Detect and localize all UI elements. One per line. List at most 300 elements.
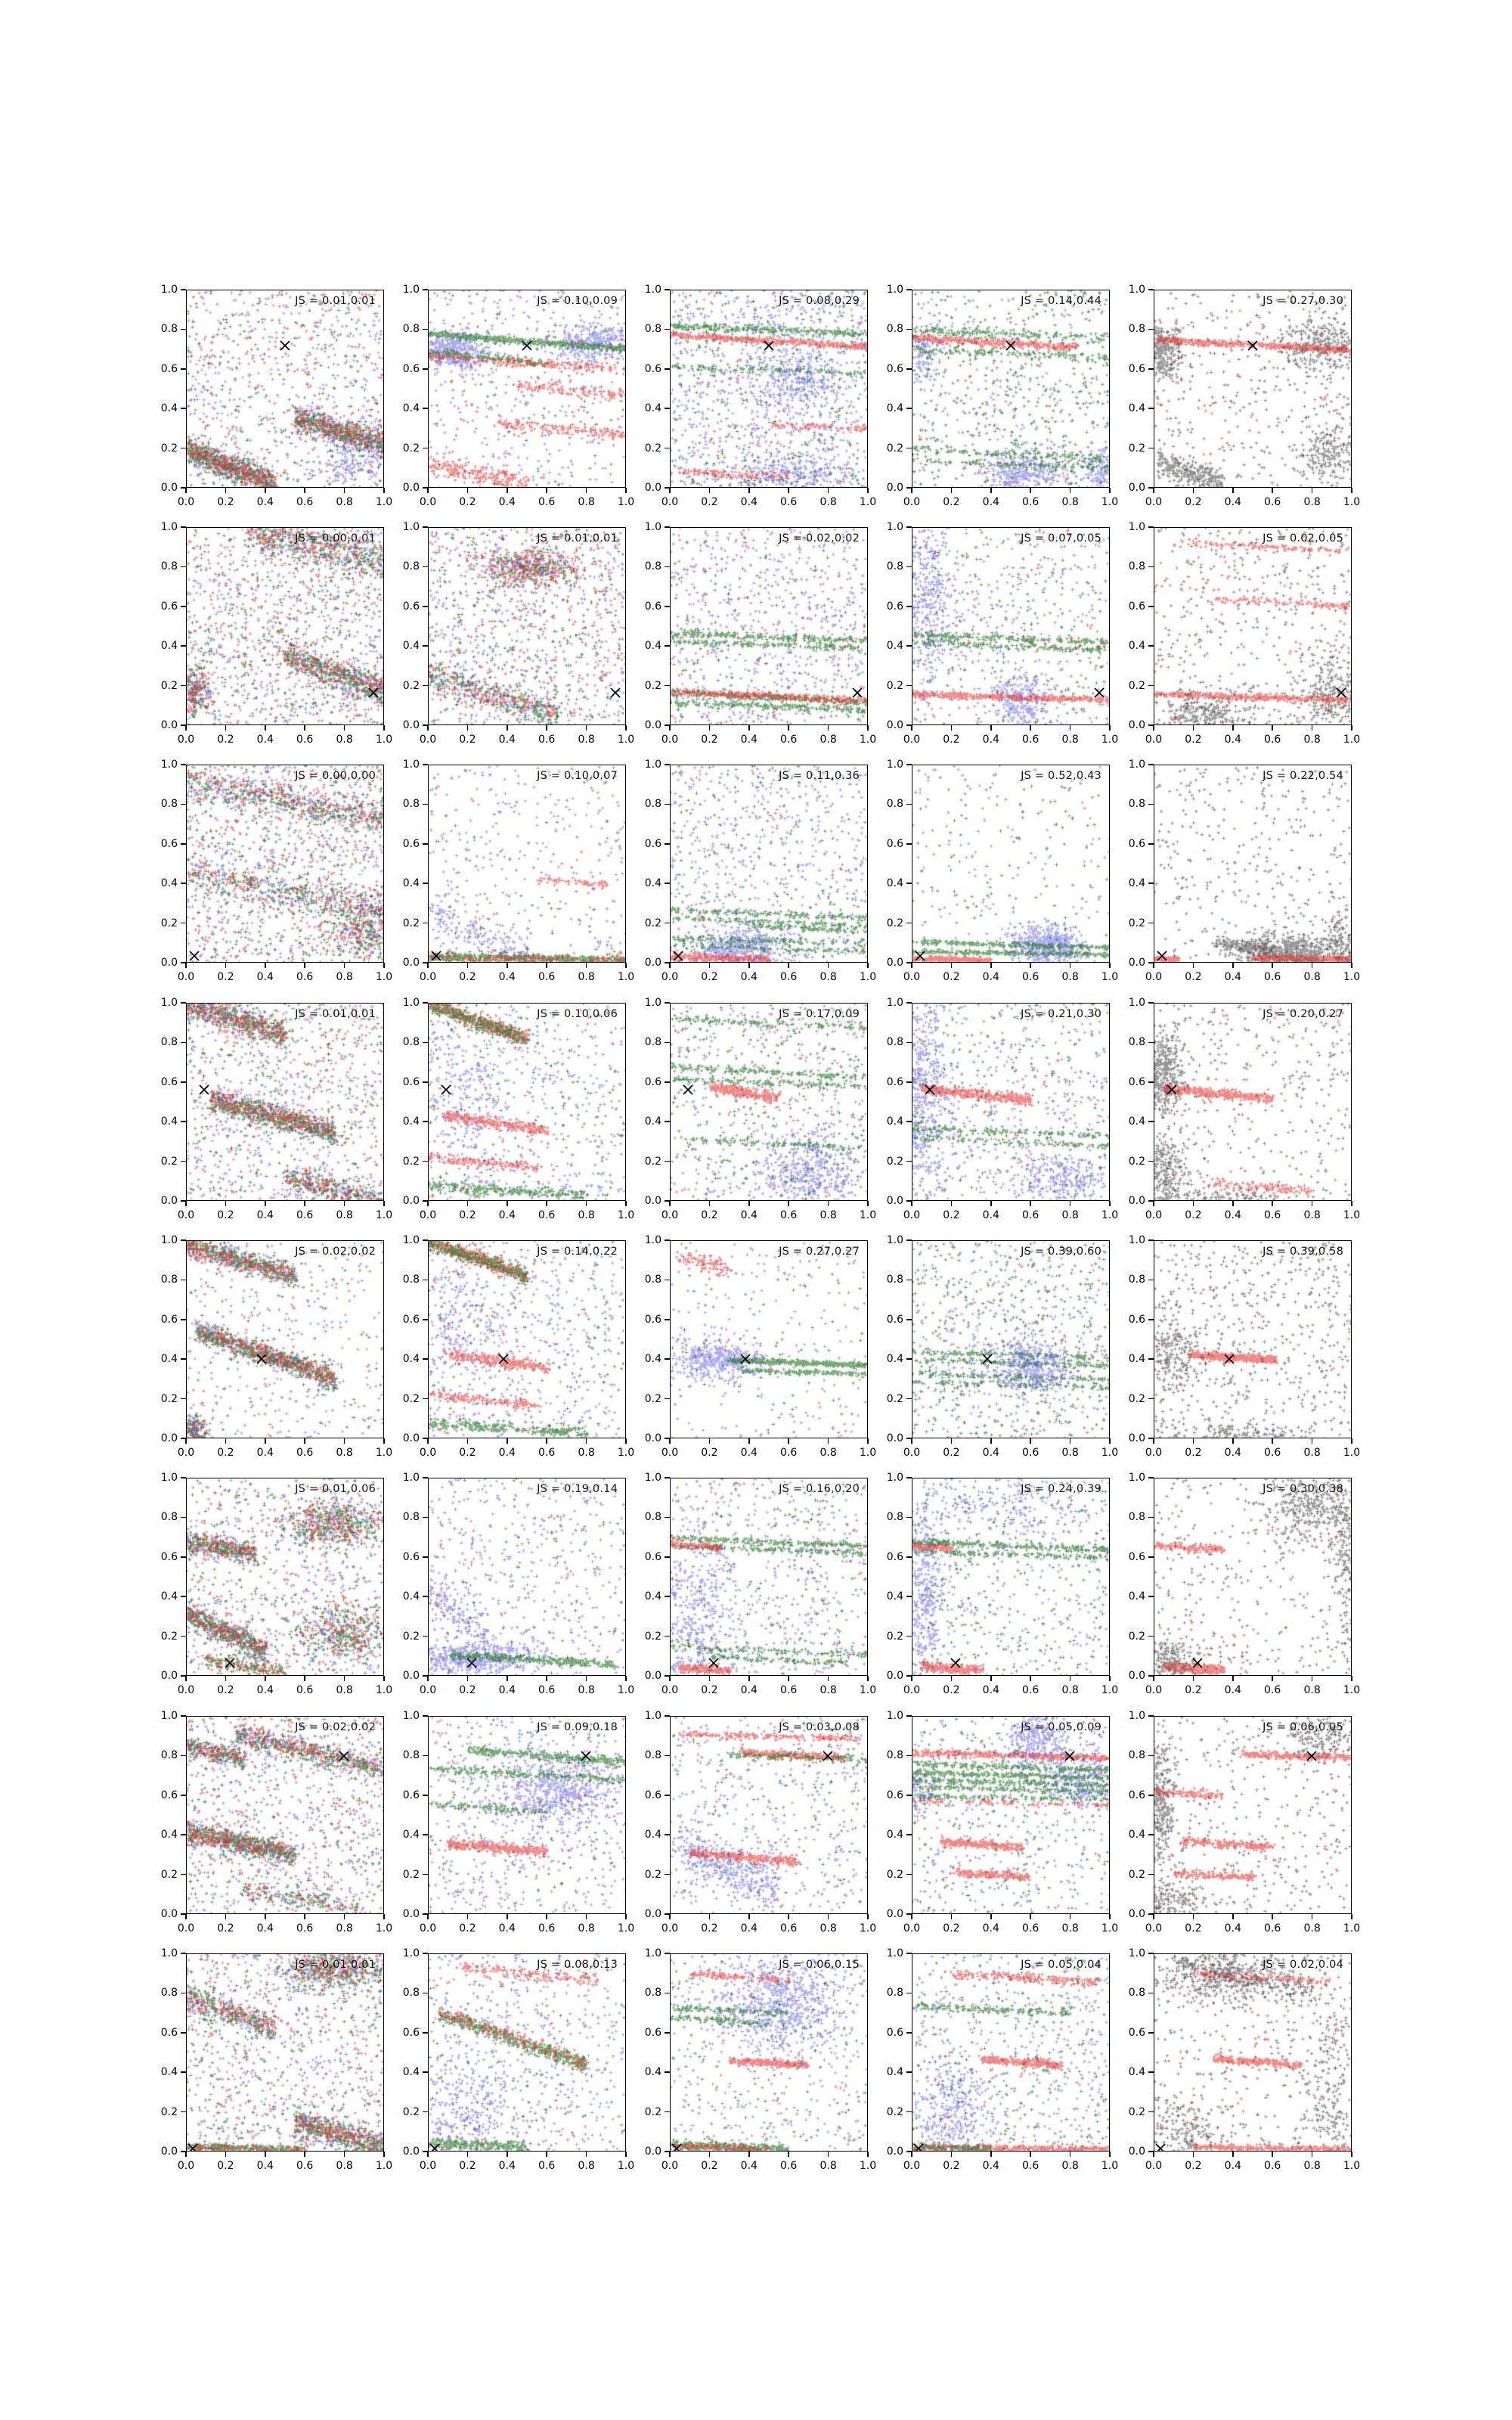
x-tick-label: 1.0 <box>1343 2160 1361 2172</box>
x-tick-label: 0.8 <box>820 1922 837 1934</box>
panel-r1c5 <box>1154 290 1352 488</box>
y-tick <box>181 1715 186 1717</box>
js-annotation: JS = 0.11,0.36 <box>779 770 860 782</box>
x-marker <box>913 949 927 963</box>
y-tick-label: 0.8 <box>886 1274 903 1286</box>
x-tick-label: 0.6 <box>1022 2160 1040 2172</box>
y-tick <box>906 408 912 409</box>
x-tick-label: 0.8 <box>336 1209 353 1221</box>
y-tick-label: 0.0 <box>644 2145 662 2158</box>
y-tick <box>665 1596 670 1597</box>
y-tick-label: 0.8 <box>160 560 178 573</box>
scatter-canvas <box>912 290 1110 488</box>
x-marker-icon <box>949 1656 962 1670</box>
y-tick <box>423 1993 428 1994</box>
x-tick <box>911 1201 912 1206</box>
x-tick-label: 0.4 <box>256 2160 274 2172</box>
y-tick <box>1148 487 1154 489</box>
x-tick <box>788 1914 789 1919</box>
js-annotation: JS = 0.00,0.00 <box>295 770 376 782</box>
x-tick-label: 0.2 <box>701 1684 718 1696</box>
y-tick-label: 0.4 <box>886 1115 903 1128</box>
y-tick <box>1148 1200 1154 1202</box>
scatter-canvas <box>671 1478 868 1676</box>
x-tick <box>507 963 508 968</box>
y-tick <box>181 1042 186 1044</box>
x-tick-label: 0.8 <box>578 1922 595 1934</box>
panel-r6c4 <box>912 1478 1110 1676</box>
x-tick-label: 0.4 <box>256 734 274 746</box>
x-tick-label: 0.0 <box>903 1922 921 1934</box>
x-tick-label: 1.0 <box>617 496 635 508</box>
y-tick-label: 1.0 <box>402 759 420 771</box>
x-tick-label: 0.0 <box>903 734 921 746</box>
y-tick <box>665 1477 670 1478</box>
x-tick <box>867 2152 869 2157</box>
y-tick <box>423 1636 428 1637</box>
x-tick-label: 0.6 <box>538 1447 556 1459</box>
y-tick-label: 0.6 <box>886 362 903 375</box>
x-tick-label: 0.2 <box>217 1209 234 1221</box>
x-tick <box>1232 1914 1234 1919</box>
x-tick-label: 1.0 <box>1101 734 1119 746</box>
y-tick-label: 0.2 <box>886 1868 903 1881</box>
js-annotation: JS = 0.21,0.30 <box>1021 1008 1101 1020</box>
x-tick <box>225 1438 227 1444</box>
x-tick-label: 0.6 <box>780 2160 798 2172</box>
x-marker-icon <box>1222 1352 1236 1366</box>
y-tick <box>423 408 428 409</box>
x-tick-label: 0.0 <box>1145 1447 1163 1459</box>
y-tick-label: 0.4 <box>644 1353 662 1366</box>
y-tick <box>906 1200 912 1202</box>
x-tick <box>304 1676 305 1681</box>
y-tick <box>423 2151 428 2152</box>
y-tick <box>181 526 186 528</box>
x-tick-label: 0.6 <box>1022 1922 1040 1934</box>
x-tick <box>990 488 992 493</box>
x-tick-label: 0.2 <box>1185 1209 1202 1221</box>
x-tick-label: 0.8 <box>820 496 837 508</box>
y-tick <box>1148 1398 1154 1400</box>
x-tick <box>1272 1676 1273 1681</box>
x-marker <box>429 949 443 963</box>
x-tick <box>709 1438 711 1444</box>
x-tick-label: 0.8 <box>820 1209 837 1221</box>
y-tick <box>423 724 428 726</box>
x-tick <box>669 1914 671 1919</box>
x-tick-label: 0.8 <box>1303 1447 1321 1459</box>
x-tick <box>427 1438 429 1444</box>
x-tick <box>1030 1676 1031 1681</box>
x-tick-label: 1.0 <box>617 734 635 746</box>
y-tick-label: 0.2 <box>886 2105 903 2118</box>
y-tick <box>906 1358 912 1360</box>
x-tick-label: 1.0 <box>859 1684 877 1696</box>
y-tick <box>665 1319 670 1320</box>
y-tick <box>1148 645 1154 647</box>
scatter-canvas <box>671 1241 868 1438</box>
y-tick <box>1148 1081 1154 1083</box>
scatter-canvas <box>671 528 868 725</box>
x-tick-label: 1.0 <box>859 734 877 746</box>
x-tick <box>1030 1438 1031 1444</box>
panel-r8c1 <box>186 1953 384 2152</box>
x-tick-label: 0.2 <box>943 1684 960 1696</box>
y-tick <box>906 368 912 370</box>
x-marker-icon <box>1334 686 1348 700</box>
x-tick-label: 0.4 <box>740 2160 758 2172</box>
x-tick <box>951 963 953 968</box>
x-tick-label: 0.0 <box>661 734 679 746</box>
y-tick <box>665 1755 670 1757</box>
x-marker-icon <box>337 1749 351 1763</box>
y-tick-label: 0.0 <box>402 1908 420 1920</box>
y-tick <box>665 923 670 924</box>
x-tick <box>1153 725 1154 731</box>
y-tick <box>1148 329 1154 330</box>
x-tick <box>304 2152 305 2157</box>
x-marker-icon <box>579 1749 593 1763</box>
x-marker <box>1165 1083 1179 1097</box>
x-marker-icon <box>707 1656 720 1670</box>
x-marker <box>1092 686 1106 700</box>
y-tick <box>906 843 912 845</box>
y-tick-label: 0.6 <box>402 362 420 375</box>
y-tick-label: 0.4 <box>644 877 662 890</box>
x-marker <box>520 339 534 352</box>
x-tick <box>1272 725 1273 731</box>
x-tick <box>546 488 547 493</box>
x-tick-label: 0.8 <box>336 496 353 508</box>
y-tick-label: 1.0 <box>886 1710 903 1722</box>
panel-r4c5 <box>1154 1003 1352 1201</box>
y-tick <box>906 645 912 647</box>
y-tick <box>906 606 912 607</box>
x-tick-label: 1.0 <box>375 971 393 983</box>
x-tick <box>427 1914 429 1919</box>
y-tick <box>906 1953 912 1954</box>
y-tick-label: 0.0 <box>1128 482 1145 494</box>
x-tick-label: 0.4 <box>740 1922 758 1934</box>
x-tick <box>185 1438 187 1444</box>
x-tick <box>1109 488 1111 493</box>
scatter-canvas <box>187 528 384 725</box>
x-tick-label: 0.6 <box>1264 496 1281 508</box>
x-tick-label: 0.6 <box>780 1447 798 1459</box>
x-tick-label: 0.0 <box>1145 496 1163 508</box>
x-tick <box>265 488 266 493</box>
y-tick-label: 0.0 <box>402 957 420 969</box>
y-tick <box>906 1795 912 1796</box>
y-tick <box>665 606 670 607</box>
panel-r4c4 <box>912 1003 1110 1201</box>
y-tick-label: 0.4 <box>160 402 178 415</box>
y-tick-label: 0.4 <box>160 1590 178 1603</box>
y-tick <box>1148 1993 1154 1994</box>
y-tick-label: 0.4 <box>644 640 662 653</box>
y-tick <box>1148 368 1154 370</box>
x-tick-label: 0.4 <box>256 971 274 983</box>
y-tick <box>665 685 670 687</box>
x-tick <box>911 963 912 968</box>
y-tick-label: 0.4 <box>644 1590 662 1603</box>
x-tick <box>1272 488 1273 493</box>
y-tick-label: 0.4 <box>1128 2066 1145 2079</box>
x-tick-label: 1.0 <box>1343 734 1361 746</box>
y-tick-label: 0.8 <box>644 1749 662 1762</box>
x-tick-label: 0.0 <box>177 1209 195 1221</box>
js-annotation: JS = 0.01,0.06 <box>295 1483 376 1495</box>
y-tick <box>181 448 186 449</box>
x-tick <box>383 488 385 493</box>
x-tick <box>951 488 953 493</box>
x-tick-label: 0.8 <box>1061 1447 1079 1459</box>
y-tick <box>1148 724 1154 726</box>
y-tick <box>906 526 912 528</box>
y-tick <box>665 289 670 290</box>
y-tick-label: 0.2 <box>1128 1868 1145 1881</box>
x-tick-label: 0.8 <box>1303 971 1321 983</box>
y-tick <box>1148 408 1154 409</box>
y-tick <box>181 368 186 370</box>
x-tick <box>586 1676 587 1681</box>
y-tick <box>665 1239 670 1241</box>
x-tick <box>383 1914 385 1919</box>
y-tick <box>181 2151 186 2152</box>
y-tick <box>423 1517 428 1519</box>
y-tick-label: 0.2 <box>644 1868 662 1881</box>
x-tick <box>1312 725 1313 731</box>
panel-r8c4 <box>912 1953 1110 2152</box>
x-tick <box>546 1201 547 1206</box>
y-tick-label: 0.2 <box>160 917 178 929</box>
x-tick <box>1193 725 1194 731</box>
y-tick-label: 1.0 <box>1128 1947 1145 1959</box>
x-tick-label: 0.0 <box>419 734 437 746</box>
y-tick <box>181 1280 186 1281</box>
y-tick-label: 1.0 <box>160 1234 178 1246</box>
x-marker <box>912 2142 925 2152</box>
x-tick <box>951 1676 953 1681</box>
y-tick <box>906 1319 912 1320</box>
y-tick-label: 1.0 <box>402 997 420 1009</box>
x-tick-label: 0.4 <box>1224 496 1241 508</box>
x-tick-label: 1.0 <box>1343 1447 1361 1459</box>
js-annotation: JS = 0.16,0.20 <box>779 1483 860 1495</box>
y-tick <box>665 764 670 765</box>
scatter-canvas <box>1154 1004 1352 1201</box>
x-tick <box>951 1438 953 1444</box>
x-tick <box>185 2152 187 2157</box>
x-tick <box>709 1914 711 1919</box>
y-tick <box>906 566 912 568</box>
y-tick <box>906 1398 912 1400</box>
y-tick <box>423 962 428 963</box>
x-tick <box>867 725 869 731</box>
y-tick-label: 0.6 <box>1128 1313 1145 1326</box>
y-tick <box>181 1517 186 1519</box>
y-tick-label: 0.6 <box>160 1313 178 1326</box>
x-tick <box>1109 725 1111 731</box>
x-tick-label: 0.8 <box>336 1922 353 1934</box>
y-tick-label: 0.8 <box>402 1511 420 1524</box>
y-tick-label: 0.6 <box>402 2026 420 2039</box>
y-tick-label: 0.2 <box>402 1868 420 1881</box>
x-tick-label: 0.6 <box>1022 1684 1040 1696</box>
y-tick <box>181 1755 186 1757</box>
x-tick <box>990 1438 992 1444</box>
x-tick-label: 0.2 <box>701 496 718 508</box>
x-tick <box>951 2152 953 2157</box>
y-tick <box>181 1993 186 1994</box>
js-annotation: JS = 0.08,0.29 <box>779 295 860 307</box>
x-tick <box>709 1676 711 1681</box>
y-tick-label: 0.8 <box>886 1036 903 1049</box>
js-annotation: JS = 0.10,0.06 <box>537 1008 618 1020</box>
x-marker <box>850 686 864 700</box>
js-annotation: JS = 0.22,0.54 <box>1263 770 1343 782</box>
x-tick <box>990 1914 992 1919</box>
y-tick-label: 0.0 <box>644 1195 662 1207</box>
x-tick-label: 0.0 <box>661 2160 679 2172</box>
x-tick-label: 1.0 <box>617 971 635 983</box>
y-tick-label: 0.2 <box>886 1155 903 1168</box>
js-annotation: JS = 0.02,0.02 <box>295 1721 376 1733</box>
y-tick-label: 0.2 <box>160 1155 178 1168</box>
x-tick-label: 0.8 <box>336 1447 353 1459</box>
y-tick <box>423 645 428 647</box>
x-tick <box>225 2152 227 2157</box>
x-tick-label: 0.2 <box>1185 1684 1202 1696</box>
y-tick <box>906 1477 912 1478</box>
x-tick-label: 1.0 <box>375 1684 393 1696</box>
y-tick-label: 1.0 <box>644 1710 662 1722</box>
y-tick-label: 1.0 <box>160 997 178 1009</box>
y-tick-label: 0.6 <box>402 1313 420 1326</box>
x-tick-label: 0.4 <box>740 1684 758 1696</box>
y-tick <box>423 1081 428 1083</box>
x-marker-icon <box>520 339 534 352</box>
y-tick-label: 0.4 <box>402 877 420 890</box>
y-tick-label: 0.2 <box>1128 679 1145 692</box>
y-tick <box>423 1121 428 1122</box>
y-tick <box>665 1517 670 1519</box>
y-tick <box>906 1913 912 1915</box>
x-tick <box>1193 1201 1194 1206</box>
x-tick-label: 0.2 <box>459 971 476 983</box>
x-tick <box>467 2152 469 2157</box>
y-tick-label: 0.0 <box>1128 1908 1145 1920</box>
js-annotation: JS = 0.27,0.30 <box>1263 295 1343 307</box>
y-tick-label: 0.4 <box>160 1829 178 1841</box>
y-tick-label: 0.6 <box>644 1075 662 1088</box>
y-tick-label: 0.2 <box>402 1155 420 1168</box>
panel-r1c1 <box>186 290 384 488</box>
x-tick-label: 0.8 <box>1303 1209 1321 1221</box>
y-tick-label: 0.4 <box>644 1115 662 1128</box>
x-tick <box>344 1201 345 1206</box>
x-tick <box>304 963 305 968</box>
y-tick <box>906 1121 912 1122</box>
y-tick <box>181 843 186 845</box>
y-tick <box>1148 843 1154 845</box>
x-tick-label: 0.2 <box>701 734 718 746</box>
x-tick <box>304 725 305 731</box>
y-tick <box>906 1675 912 1677</box>
y-tick-label: 0.0 <box>644 1670 662 1682</box>
y-tick <box>423 1358 428 1360</box>
x-tick <box>1193 2152 1194 2157</box>
y-tick-label: 0.2 <box>644 2105 662 2118</box>
x-tick-label: 0.6 <box>1022 1447 1040 1459</box>
x-tick <box>1070 1914 1071 1919</box>
x-tick-label: 0.4 <box>498 496 516 508</box>
y-tick-label: 0.6 <box>644 1313 662 1326</box>
x-marker <box>367 686 380 700</box>
x-tick <box>586 488 587 493</box>
y-tick <box>1148 1358 1154 1360</box>
x-marker-icon <box>1092 686 1106 700</box>
y-tick <box>906 1874 912 1876</box>
y-tick-label: 0.6 <box>160 1075 178 1088</box>
x-tick-label: 0.0 <box>419 496 437 508</box>
y-tick-label: 0.2 <box>886 442 903 455</box>
y-tick-label: 1.0 <box>1128 1710 1145 1722</box>
scatter-canvas <box>429 765 626 963</box>
y-tick-label: 0.4 <box>1128 640 1145 653</box>
y-tick-label: 1.0 <box>644 521 662 533</box>
x-tick <box>1312 1914 1313 1919</box>
x-tick <box>1193 1676 1194 1681</box>
x-tick-label: 0.8 <box>578 971 595 983</box>
y-tick <box>423 1755 428 1757</box>
y-tick-label: 0.2 <box>1128 442 1145 455</box>
x-tick-label: 0.0 <box>903 2160 921 2172</box>
y-tick-label: 0.2 <box>160 2105 178 2118</box>
x-tick-label: 0.0 <box>903 971 921 983</box>
x-tick-label: 0.4 <box>1224 734 1241 746</box>
x-tick-label: 1.0 <box>617 1209 635 1221</box>
y-tick <box>906 1993 912 1994</box>
y-tick-label: 0.2 <box>886 1392 903 1405</box>
y-tick-label: 0.0 <box>160 719 178 731</box>
y-tick <box>665 1993 670 1994</box>
x-tick <box>990 725 992 731</box>
y-tick-label: 0.2 <box>1128 1392 1145 1405</box>
y-tick-label: 0.6 <box>886 1550 903 1563</box>
y-tick <box>423 1398 428 1400</box>
y-tick <box>1148 804 1154 805</box>
x-tick <box>546 725 547 731</box>
y-tick-label: 0.2 <box>402 917 420 929</box>
x-tick <box>788 1438 789 1444</box>
x-tick-label: 0.0 <box>177 496 195 508</box>
scatter-canvas <box>187 290 384 488</box>
x-tick <box>185 725 187 731</box>
js-annotation: JS = 0.02,0.02 <box>295 1246 376 1258</box>
x-marker-icon <box>681 1083 695 1097</box>
y-tick-label: 0.6 <box>160 1550 178 1563</box>
x-marker-icon <box>428 2142 442 2152</box>
y-tick-label: 0.2 <box>886 917 903 929</box>
y-tick-label: 0.8 <box>402 560 420 573</box>
x-marker <box>187 949 201 963</box>
x-tick-label: 0.2 <box>701 2160 718 2172</box>
y-tick-label: 0.8 <box>160 1511 178 1524</box>
x-tick <box>1312 1438 1313 1444</box>
x-tick-label: 0.4 <box>982 734 999 746</box>
